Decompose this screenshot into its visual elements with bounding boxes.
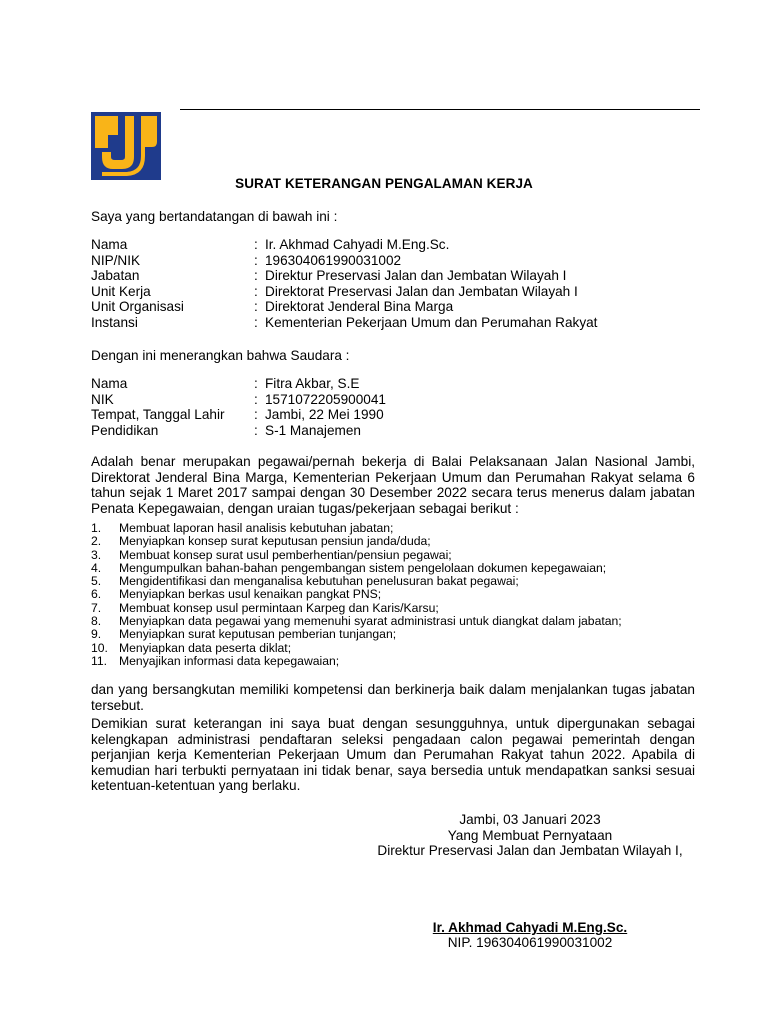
field-value: Direktorat Preservasi Jalan dan Jembatan Wilayah I <box>265 283 578 299</box>
duty-text: Membuat konsep surat usul pemberhentian/pensiun pegawai; <box>119 547 452 562</box>
field-colon: : <box>254 268 258 283</box>
duty-number: 1. <box>91 521 102 535</box>
competence-paragraph: dan yang bersangkutan memiliki kompetensi dan berkinerja baik dalam menjalankan tugas jabatan tersebut. <box>91 682 695 713</box>
duty-item <box>91 522 695 535</box>
field-label: Nama <box>91 376 128 391</box>
signature-name-wrap <box>330 920 730 936</box>
field-label: Jabatan <box>91 268 140 283</box>
duty-item <box>91 655 695 668</box>
duty-number: 6. <box>91 587 102 602</box>
duty-item <box>91 535 695 548</box>
duty-item <box>91 562 695 575</box>
field-label: NIP/NIK <box>91 252 141 268</box>
signature-role: Yang Membuat Pernyataan <box>447 828 613 843</box>
field-colon: : <box>254 391 258 407</box>
field-value: 196304061990031002 <box>265 252 402 268</box>
duty-text: Menyiapkan data pegawai yang memenuhi syarat administrasi untuk diangkat dalam jabatan; <box>119 614 622 629</box>
field-label: Unit Kerja <box>91 283 151 299</box>
field-label: NIK <box>91 391 114 407</box>
duty-number: 9. <box>91 627 102 642</box>
field-value: Ir. Akhmad Cahyadi M.Eng.Sc. <box>265 237 450 252</box>
field-label: Tempat, Tanggal Lahir <box>91 407 225 422</box>
pupr-logo-icon <box>91 112 161 180</box>
duty-item <box>91 642 695 655</box>
duty-text: Mengumpulkan bahan-bahan pengembangan sistem pengelolaan dokumen kepegawaian; <box>119 560 607 575</box>
duty-text: Menyiapkan konsep surat keputusan pensiun janda/duda; <box>119 534 431 549</box>
field-colon: : <box>254 407 258 422</box>
duty-text: Menyiapkan surat keputusan pemberian tunjangan; <box>119 627 397 642</box>
duty-text: Menyajikan informasi data kepegawaian; <box>119 653 340 668</box>
duty-number: 8. <box>91 614 102 629</box>
duty-item <box>91 615 695 628</box>
duty-item <box>91 628 695 641</box>
duty-number: 11. <box>91 653 108 668</box>
signature-nip: NIP. 196304061990031002 <box>447 935 613 950</box>
duty-number: 2. <box>91 534 102 549</box>
duty-item <box>91 588 695 601</box>
signature-name: Ir. Akhmad Cahyadi M.Eng.Sc. <box>432 920 628 935</box>
field-colon: : <box>254 422 258 438</box>
field-value: Jambi, 22 Mei 1990 <box>265 407 384 422</box>
duty-text: Menyiapkan berkas usul kenaikan pangkat PNS; <box>119 587 382 602</box>
field-colon: : <box>254 299 258 314</box>
field-value: Fitra Akbar, S.E <box>265 376 360 391</box>
field-label: Pendidikan <box>91 422 159 438</box>
field-colon: : <box>254 283 258 299</box>
duty-item <box>91 575 695 588</box>
signature-position: Direktur Preservasi Jalan dan Jembatan Wilayah I, <box>377 843 683 858</box>
statement-intro: Dengan ini menerangkan bahwa Saudara : <box>91 348 350 363</box>
duty-item <box>91 602 695 615</box>
signature-place-date: Jambi, 03 Januari 2023 <box>459 812 601 827</box>
duties-list <box>91 522 695 668</box>
duty-number: 4. <box>91 560 102 575</box>
field-value: Direktorat Jenderal Bina Marga <box>265 299 454 314</box>
body-paragraph: Adalah benar merupakan pegawai/pernah bekerja di Balai Pelaksanaan Jalan Nasional Jambi, Direktorat Jenderal Bina Marga, Kementerian Pekerjaan Umum dan Perumahan Rakyat selama 6 tahun sejak 1 Maret 2017 sampai dengan 30 Desember 2022 secara terus menerus dalam jabatan Penata Kepegawaian, dengan uraian tugas/pekerjaan sebagai berikut : <box>91 454 695 516</box>
closing-paragraph: Demikian surat keterangan ini saya buat dengan sesungguhnya, untuk dipergunakan sebagai kelengkapan administrasi pendaftaran seleksi pengadaan calon pegawai pemerintah dengan perjanjian kerja Kementerian Pekerjaan Umum dan Perumahan Rakyat tahun 2022. Apabila di kemudian hari terbukti pernyataan ini tidak benar, saya bersedia untuk mendapatkan sanksi sesuai ketentuan-ketentuan yang berlaku. <box>91 716 695 793</box>
field-colon: : <box>254 237 258 252</box>
duty-item <box>91 549 695 562</box>
header-rule <box>180 109 700 110</box>
duty-text: Membuat konsep usul permintaan Karpeg dan Karis/Karsu; <box>119 600 439 615</box>
field-label: Unit Organisasi <box>91 299 184 314</box>
duty-number: 10. <box>91 640 108 655</box>
duty-number: 3. <box>91 547 102 562</box>
field-label: Nama <box>91 237 128 252</box>
field-value: S-1 Manajemen <box>265 422 361 438</box>
intro-text: Saya yang bertandatangan di bawah ini : <box>91 209 338 224</box>
letter-title: SURAT KETERANGAN PENGALAMAN KERJA <box>235 176 533 191</box>
field-colon: : <box>254 314 258 330</box>
duty-text: Membuat laporan hasil analisis kebutuhan jabatan; <box>119 521 394 535</box>
field-colon: : <box>254 252 258 268</box>
duty-text: Mengidentifikasi dan menganalisa kebutuhan penelusuran bakat pegawai; <box>119 574 519 589</box>
duty-number: 5. <box>91 574 102 589</box>
duty-number: 7. <box>91 600 102 615</box>
field-value: 1571072205900041 <box>265 391 386 407</box>
field-value: Direktur Preservasi Jalan dan Jembatan Wilayah I <box>265 268 567 283</box>
field-label: Instansi <box>91 314 138 330</box>
field-colon: : <box>254 376 258 391</box>
field-value: Kementerian Pekerjaan Umum dan Perumahan Rakyat <box>265 314 598 330</box>
duty-text: Menyiapkan data peserta diklat; <box>119 640 292 655</box>
